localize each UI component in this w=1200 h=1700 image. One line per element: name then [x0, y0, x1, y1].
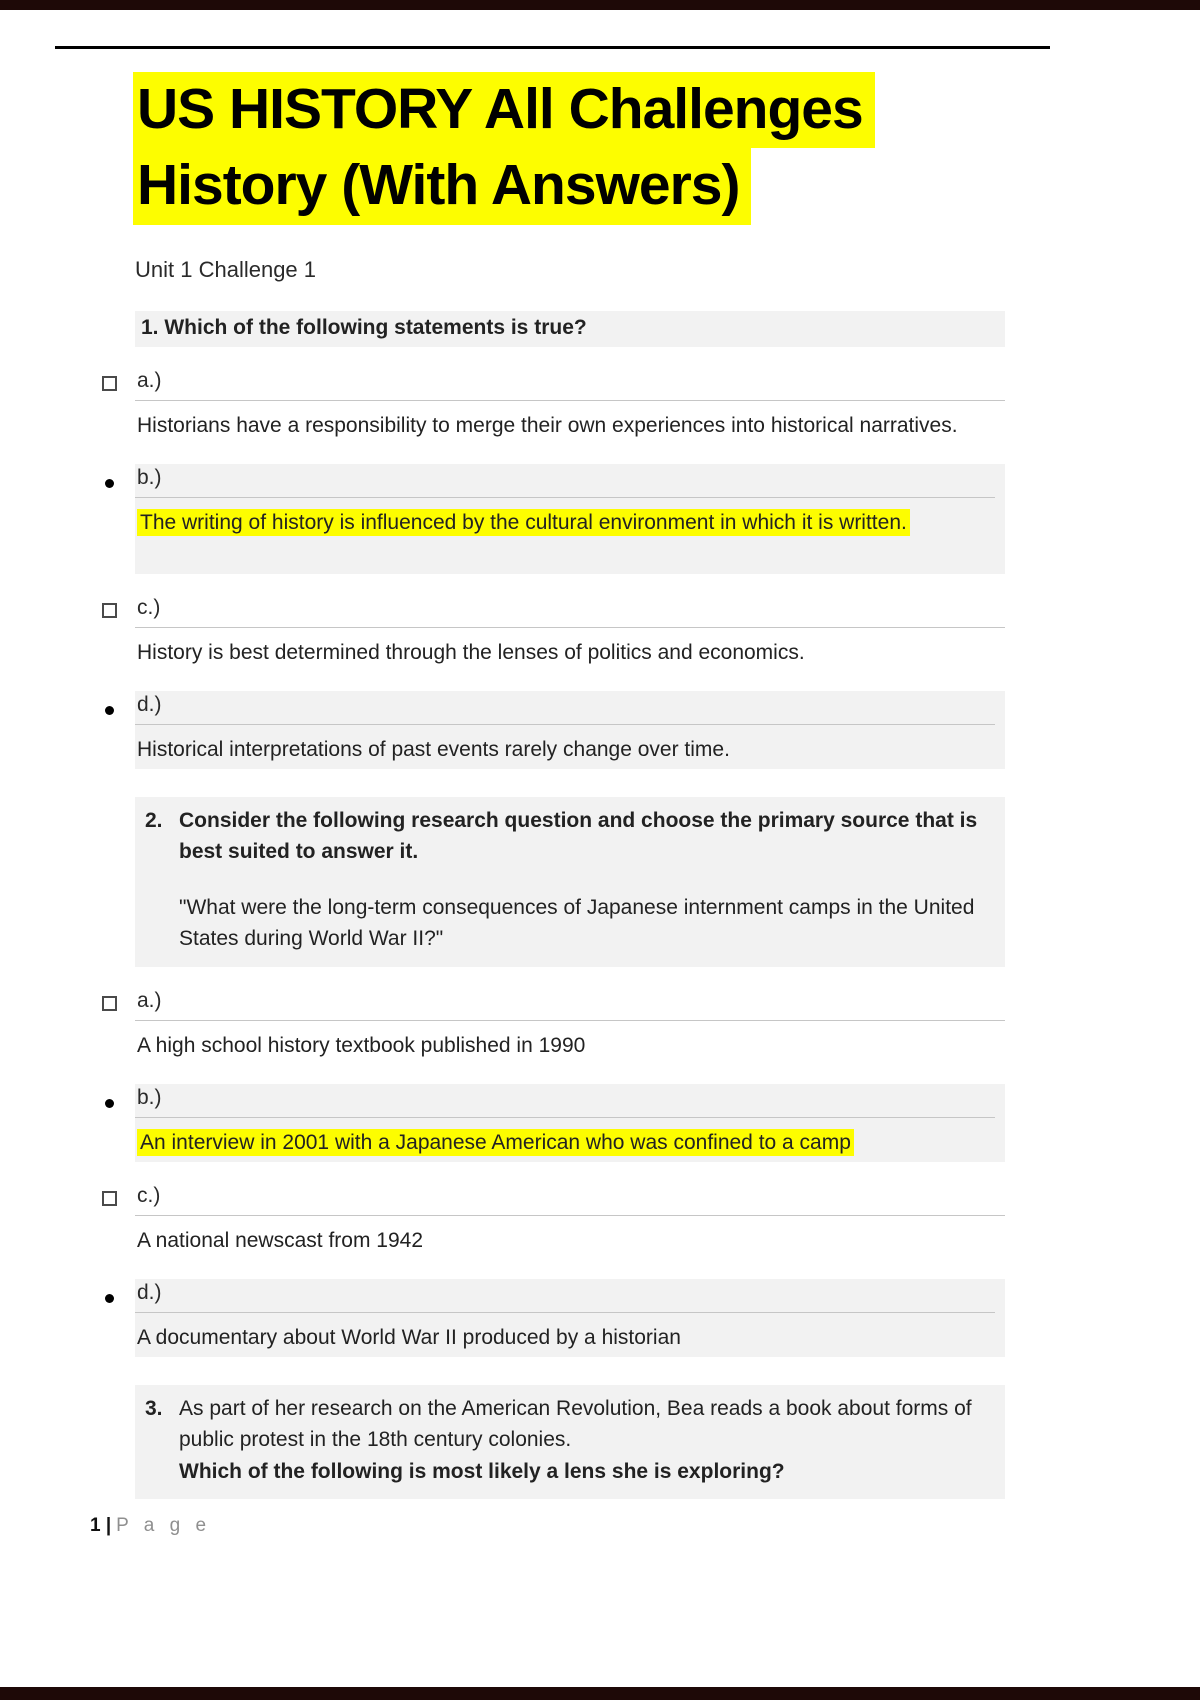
spacer: [145, 868, 991, 892]
q2-option-b: [100, 1084, 1005, 1162]
option-text-value: Historians have a responsibility to merge their own experiences into historical narratives.: [137, 413, 958, 437]
question-2-text: [145, 805, 991, 868]
question-prompt-text: Consider the following research question and choose the primary source that is best suited to answer it.: [179, 808, 978, 864]
bullet-icon: [102, 470, 132, 494]
option-text-value: A documentary about World War II produced by a historian: [137, 1326, 681, 1350]
section-heading: Unit 1 Challenge 1: [135, 256, 317, 282]
question-number: 3.: [145, 1396, 163, 1420]
option-label: c.): [137, 1183, 161, 1207]
option-text-value: A national newscast from 1942: [137, 1228, 424, 1252]
option-label: a.): [137, 988, 162, 1012]
q2-option-c: [100, 1182, 1005, 1260]
option-label: d.): [137, 1281, 162, 1305]
option-text-value: A high school history textbook published in 1990: [137, 1033, 586, 1057]
checkbox-icon[interactable]: [102, 1188, 132, 1212]
question-3-prompt: [135, 1385, 1005, 1500]
bottom-edge-bar: [0, 1687, 1200, 1700]
option-label: a.): [137, 368, 162, 392]
option-text-value: History is best determined through the lenses of politics and economics.: [137, 640, 805, 664]
option-text: [135, 628, 1005, 672]
q1-option-b: [100, 464, 1005, 574]
title-line-1: US HISTORY All Challenges: [133, 72, 875, 148]
bullet-icon: [102, 1090, 132, 1114]
page-number: 1 |: [90, 1515, 112, 1537]
question-number: 2.: [145, 808, 163, 832]
option-text: [135, 1021, 1005, 1065]
question-2-quote: [145, 892, 991, 955]
option-label: c.): [137, 595, 161, 619]
q1-option-d: [100, 691, 1005, 769]
option-label: b.): [137, 1086, 162, 1110]
question-2-prompt: [135, 797, 1005, 967]
page-content: [0, 72, 1200, 1537]
option-label: b.): [137, 466, 162, 490]
option-text: [135, 1313, 995, 1357]
top-edge-bar: [0, 0, 1200, 10]
header-rule: [55, 46, 1050, 49]
option-text-value: Historical interpretations of past events rarely change over time.: [137, 738, 730, 762]
title-line-2: History (With Answers): [133, 148, 751, 224]
option-text: [135, 725, 995, 769]
question-bold-text: Which of the following is most likely a lens she is exploring?: [179, 1459, 785, 1483]
q2-option-a: [100, 987, 1005, 1065]
document-title: [133, 72, 1200, 225]
question-1-prompt: 1. Which of the following statements is true?: [135, 311, 1005, 347]
option-label: d.): [137, 693, 162, 717]
option-text: [135, 1216, 1005, 1260]
page-word: P a g e: [116, 1515, 212, 1537]
highlighted-answer: The writing of history is influenced by the cultural environment in which it is written.: [137, 509, 910, 536]
question-prompt-text: As part of her research on the American Revolution, Bea reads a book about forms of public protest in the 18th century colonies.: [179, 1396, 972, 1452]
question-3-bold-line: [145, 1456, 991, 1488]
option-text: [135, 401, 1005, 445]
checkbox-icon[interactable]: [102, 373, 132, 397]
option-text: [135, 498, 995, 542]
page-footer: [90, 1515, 1200, 1537]
option-text: [135, 1118, 995, 1162]
q2-option-d: [100, 1279, 1005, 1357]
research-question-quote: "What were the long-term consequences of Japanese internment camps in the United States during World War II?": [179, 895, 975, 951]
q1-option-c: [100, 594, 1005, 672]
checkbox-icon[interactable]: [102, 993, 132, 1017]
checkbox-icon[interactable]: [102, 600, 132, 624]
highlighted-answer: An interview in 2001 with a Japanese American who was confined to a camp: [137, 1129, 854, 1156]
bullet-icon: [102, 697, 132, 721]
q1-option-a: [100, 367, 1005, 445]
question-3-text: [145, 1393, 991, 1456]
bullet-icon: [102, 1285, 132, 1309]
